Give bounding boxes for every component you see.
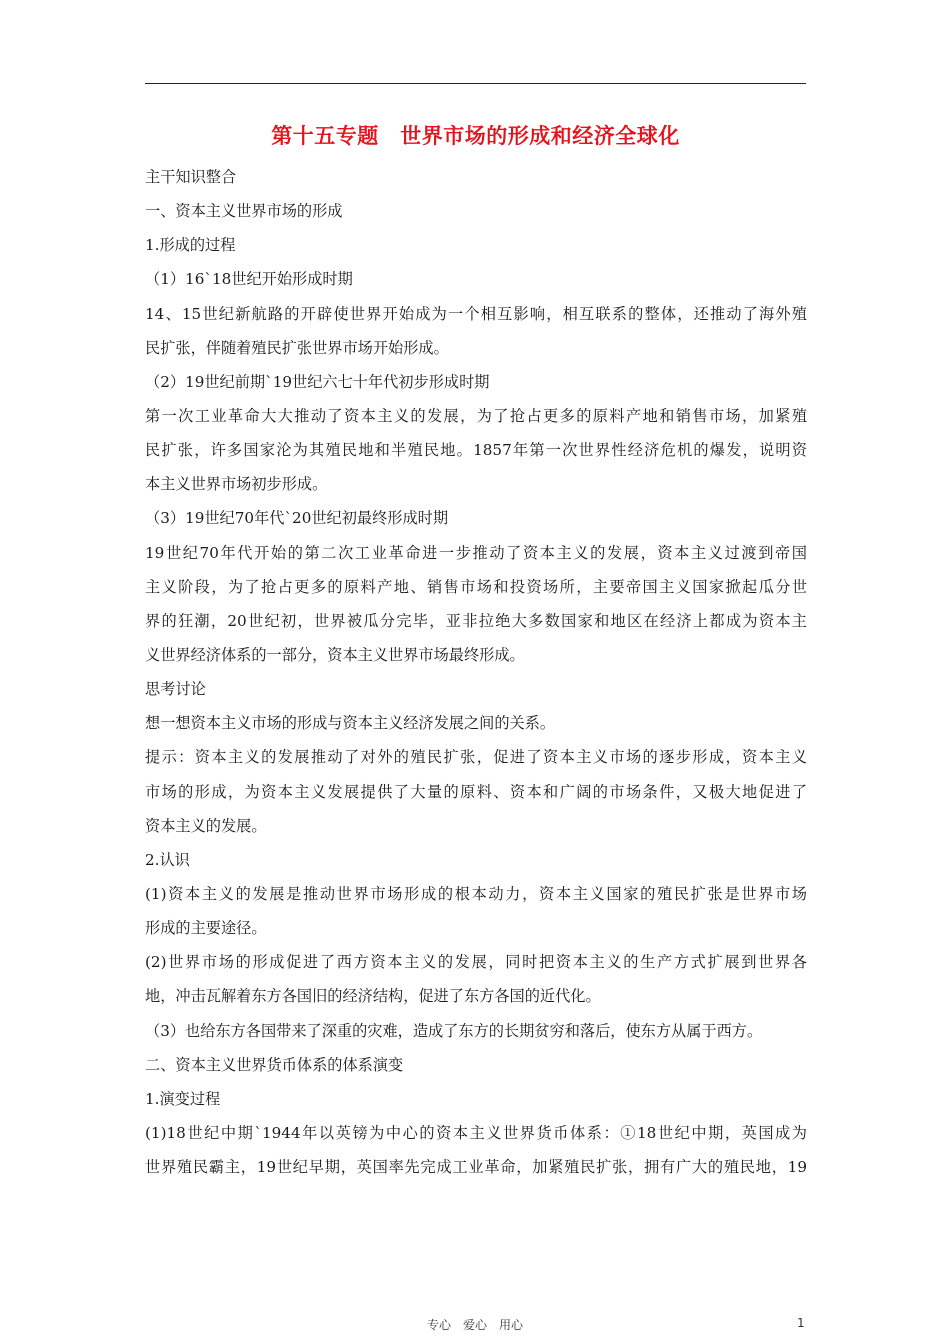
page-footer: 专心 爱心 用心 xyxy=(426,1318,523,1332)
text-line: 主义阶段，为了抢占更多的原料产地、销售市场和投资场所，主要帝国主义国家掀起瓜分世 xyxy=(145,577,807,596)
text-line: 第一次工业革命大大推动了资本主义的发展，为了抢占更多的原料产地和销售市场，加紧殖 xyxy=(145,406,807,425)
text-line: 1.演变过程 xyxy=(145,1089,221,1108)
document-title: 第十五专题 世界市场的形成和经济全球化 xyxy=(271,124,680,148)
document-body xyxy=(145,160,807,1184)
text-line: (2)世界市场的形成促进了西方资本主义的发展，同时把资本主义的生产方式扩展到世界各 xyxy=(145,953,807,972)
text-line: (1)资本主义的发展是推动世界市场形成的根本动力，资本主义国家的殖民扩张是世界市场 xyxy=(145,884,807,903)
text-line: 提示：资本主义的发展推动了对外的殖民扩张，促进了资本主义市场的逐步形成，资本主义 xyxy=(145,748,807,767)
text-line: 19世纪70年代开始的第二次工业革命进一步推动了资本主义的发展，资本主义过渡到帝国 xyxy=(145,543,807,562)
text-line: 市场的形成，为资本主义发展提供了大量的原料、资本和广阔的市场条件，又极大地促进了 xyxy=(145,782,807,801)
text-line: 地，冲击瓦解着东方各国旧的经济结构，促进了东方各国的近代化。 xyxy=(145,987,601,1006)
text-line: 形成的主要途径。 xyxy=(145,919,267,938)
text-line: 1.形成的过程 xyxy=(145,236,236,255)
text-line: 2.认识 xyxy=(145,850,190,869)
header-rule xyxy=(145,83,806,84)
text-line: （1）16`18世纪开始形成时期 xyxy=(145,270,353,289)
text-line: 民扩张，伴随着殖民扩张世界市场开始形成。 xyxy=(145,338,449,357)
text-line: （3）也给东方各国带来了深重的灾难，造成了东方的长期贫穷和落后，使东方从属于西方。 xyxy=(145,1021,763,1040)
text-line: 想一想资本主义市场的形成与资本主义经济发展之间的关系。 xyxy=(145,714,556,733)
page-number: 1 xyxy=(797,1316,805,1330)
text-line: 思考讨论 xyxy=(145,680,206,699)
text-line: （3）19世纪70年代`20世纪初最终形成时期 xyxy=(145,509,449,528)
text-line: 义世界经济体系的一部分，资本主义世界市场最终形成。 xyxy=(145,645,525,664)
text-line: 资本主义的发展。 xyxy=(145,816,267,835)
text-line: 本主义世界市场初步形成。 xyxy=(145,475,328,494)
text-line: 世界殖民霸主，19世纪早期，英国率先完成工业革命，加紧殖民扩张，拥有广大的殖民地，19 xyxy=(145,1158,807,1177)
text-line: 主干知识整合 xyxy=(145,168,237,186)
text-line: （2）19世纪前期`19世纪六七十年代初步形成时期 xyxy=(145,372,490,391)
text-line: 界的狂潮，20世纪初，世界被瓜分完毕，亚非拉绝大多数国家和地区在经济上都成为资本主 xyxy=(145,611,807,630)
text-line: 二、资本主义世界货币体系的体系演变 xyxy=(145,1055,404,1074)
text-line: 14、15世纪新航路的开辟使世界开始成为一个相互影响，相互联系的整体，还推动了海外殖 xyxy=(145,304,807,323)
text-line: (1)18世纪中期`1944年以英镑为中心的资本主义世界货币体系：①18世纪中期，英国成为 xyxy=(145,1123,807,1142)
text-line: 一、资本主义世界市场的形成 xyxy=(145,202,343,221)
text-line: 民扩张，许多国家沦为其殖民地和半殖民地。1857年第一次世界性经济危机的爆发，说明资 xyxy=(145,441,807,460)
